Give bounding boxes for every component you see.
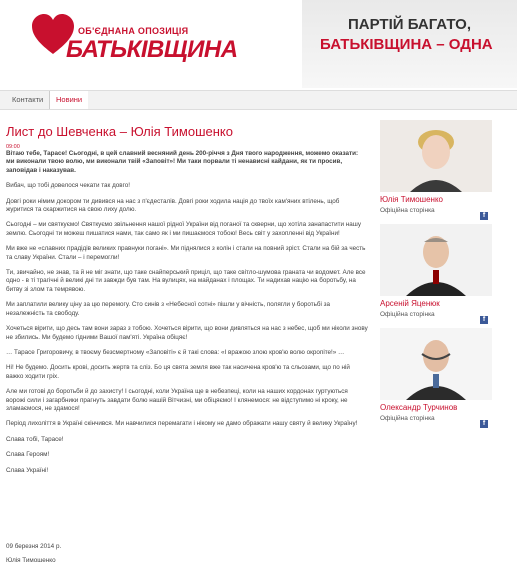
profile-photo[interactable]: [380, 120, 492, 192]
article-date: 09 березня 2014 р.: [6, 543, 62, 550]
logo-subtitle: ОБ'ЄДНАНА ОПОЗИЦІЯ: [78, 26, 189, 36]
article-title: Лист до Шевченка – Юлія Тимошенко: [6, 124, 233, 139]
article-paragraph: Слава тобі, Тарасе!: [6, 435, 64, 443]
facebook-icon[interactable]: f: [480, 212, 488, 220]
article-paragraph: Ні! Не будемо. Досить крові, досить жертв та сліз. Бо ця свята земля вже так насичена кров'ю та сльозами, що по ній важко ходити грiх.: [6, 364, 350, 380]
sidebar-name[interactable]: Арсеній Яценюк: [380, 299, 440, 308]
sidebar-card-tymoshenko[interactable]: [380, 120, 492, 219]
sidebar-card-yatsenyuk[interactable]: [380, 224, 492, 323]
facebook-icon[interactable]: f: [480, 420, 488, 428]
sidebar-card-turchynov[interactable]: [380, 328, 492, 427]
article-paragraph: Ми вже не «славних прадідів великих правнуки погані». Ми піднялися з колін і стали на повний зріст. Стали на бій за честь та славу України. Стали – і перемогли!: [6, 245, 366, 261]
article-paragraph: Слава Україні!: [6, 466, 49, 474]
portrait-image: [380, 120, 492, 192]
article-paragraph: Хочеться вірити, що десь там вони зараз з тобою. Хочеться вірити, що вони дивляться на нас з небес, щоб ми ніколи знову не збились. Ми будемо гідними Вашої пам'яті. Україна обіцяє!: [6, 325, 368, 341]
nav-item-contacts[interactable]: Контакти: [6, 91, 50, 109]
portrait-image: [380, 224, 492, 296]
profile-photo[interactable]: [380, 328, 492, 400]
article-paragraph: Ти, звичайно, не знав, та й не міг знати, що таке снайперський приціл, що таке світло-шумова граната чи водомет. Але все одно - в ті трагічні й великі дні ти завжди був там. На вулицях, на майданах і площах. Ти надихав націю на боротьбу, на битву зі злом та темрявою.: [6, 269, 366, 293]
article-time: 09:00: [6, 144, 20, 150]
article-body: [6, 150, 368, 482]
profile-photo[interactable]: [380, 224, 492, 296]
slogan-banner: [302, 0, 517, 88]
slogan-line-1: ПАРТІЙ БАГАТО,: [348, 16, 472, 33]
article-author: Юлія Тимошенко: [6, 557, 56, 564]
slogan-line-2: БАТЬКІВЩИНА – ОДНА: [320, 36, 493, 53]
logo-title[interactable]: БАТЬКІВЩИНА: [66, 36, 238, 63]
facebook-icon[interactable]: f: [480, 316, 488, 324]
sidebar-sub[interactable]: Офіційна сторінка: [380, 207, 435, 214]
sidebar-name[interactable]: Олександр Турчинов: [380, 403, 458, 412]
article-paragraph: Ми заплатили велику ціну за цю перемогу. Сто синів з «Небесної сотні» пішли у вічність, полягли у боротьбі за незалежність та свободу.: [6, 301, 331, 317]
nav-item-news[interactable]: Новини: [50, 91, 88, 109]
article-paragraph: Довгі роки німим докором ти дивився на нас з п'єдесталів. Довгі роки ходила нація до твоїх кам'яних втілень, щоб журитися та скаржитися на свою лиху долю.: [6, 197, 340, 214]
site-header: [0, 0, 517, 88]
sidebar-sub[interactable]: Офіційна сторінка: [380, 415, 435, 422]
article-paragraph: Але ми готові до боротьби й до захисту! І сьогодні, коли Україна ще в небезпеці, коли на наших кордонах гуртуються ворожі сили і загарбники прагнуть завдати болю нашій Вітчизні, ми обіцяємо! І клянемося: не відступимо ні кроку, не зламаємося, не здамося!: [6, 388, 348, 412]
article-paragraph: Період лихоліття в Україні скінчився. Ми навчилися перемагати і нікому не дамо ображати нашу святу й велику Україну!: [6, 420, 358, 428]
article-paragraph: Слава Героям!: [6, 451, 50, 459]
article-paragraph: … Тарасе Григоровичу, в твоєму безсмертному «Заповіті» є й такі слова: «І вражою злою кров'ю волю окропіте!» …: [6, 348, 345, 356]
article-paragraph: Вибач, що тобі довелося чекати так довго!: [6, 182, 130, 190]
main-nav: [0, 90, 517, 110]
article-paragraph: Вітаю тебе, Тарасе! Сьогодні, в цей славний весняний день 200-річчя з Дня твого народження, можемо оказати: ми виконали твою волю, ми виконали твій «Заповіт»! Ми таки порвали ті ненависні кайдани, як ти просив, заповідав і наказував.: [6, 150, 359, 174]
sidebar-sub[interactable]: Офіційна сторінка: [380, 311, 435, 318]
article-paragraph: Сьогодні – ми святкуємо! Святкуємо звільнення нашої рідної України від поганої та скверни, що хотіла занапастити нашу землю. Сьогодні ти можеш пишатися нами, так само як і ми пишаємося тобою! Весь світ у захопленні від України!: [6, 221, 361, 237]
portrait-image: [380, 328, 492, 400]
sidebar-name[interactable]: Юлія Тимошенко: [380, 195, 443, 204]
